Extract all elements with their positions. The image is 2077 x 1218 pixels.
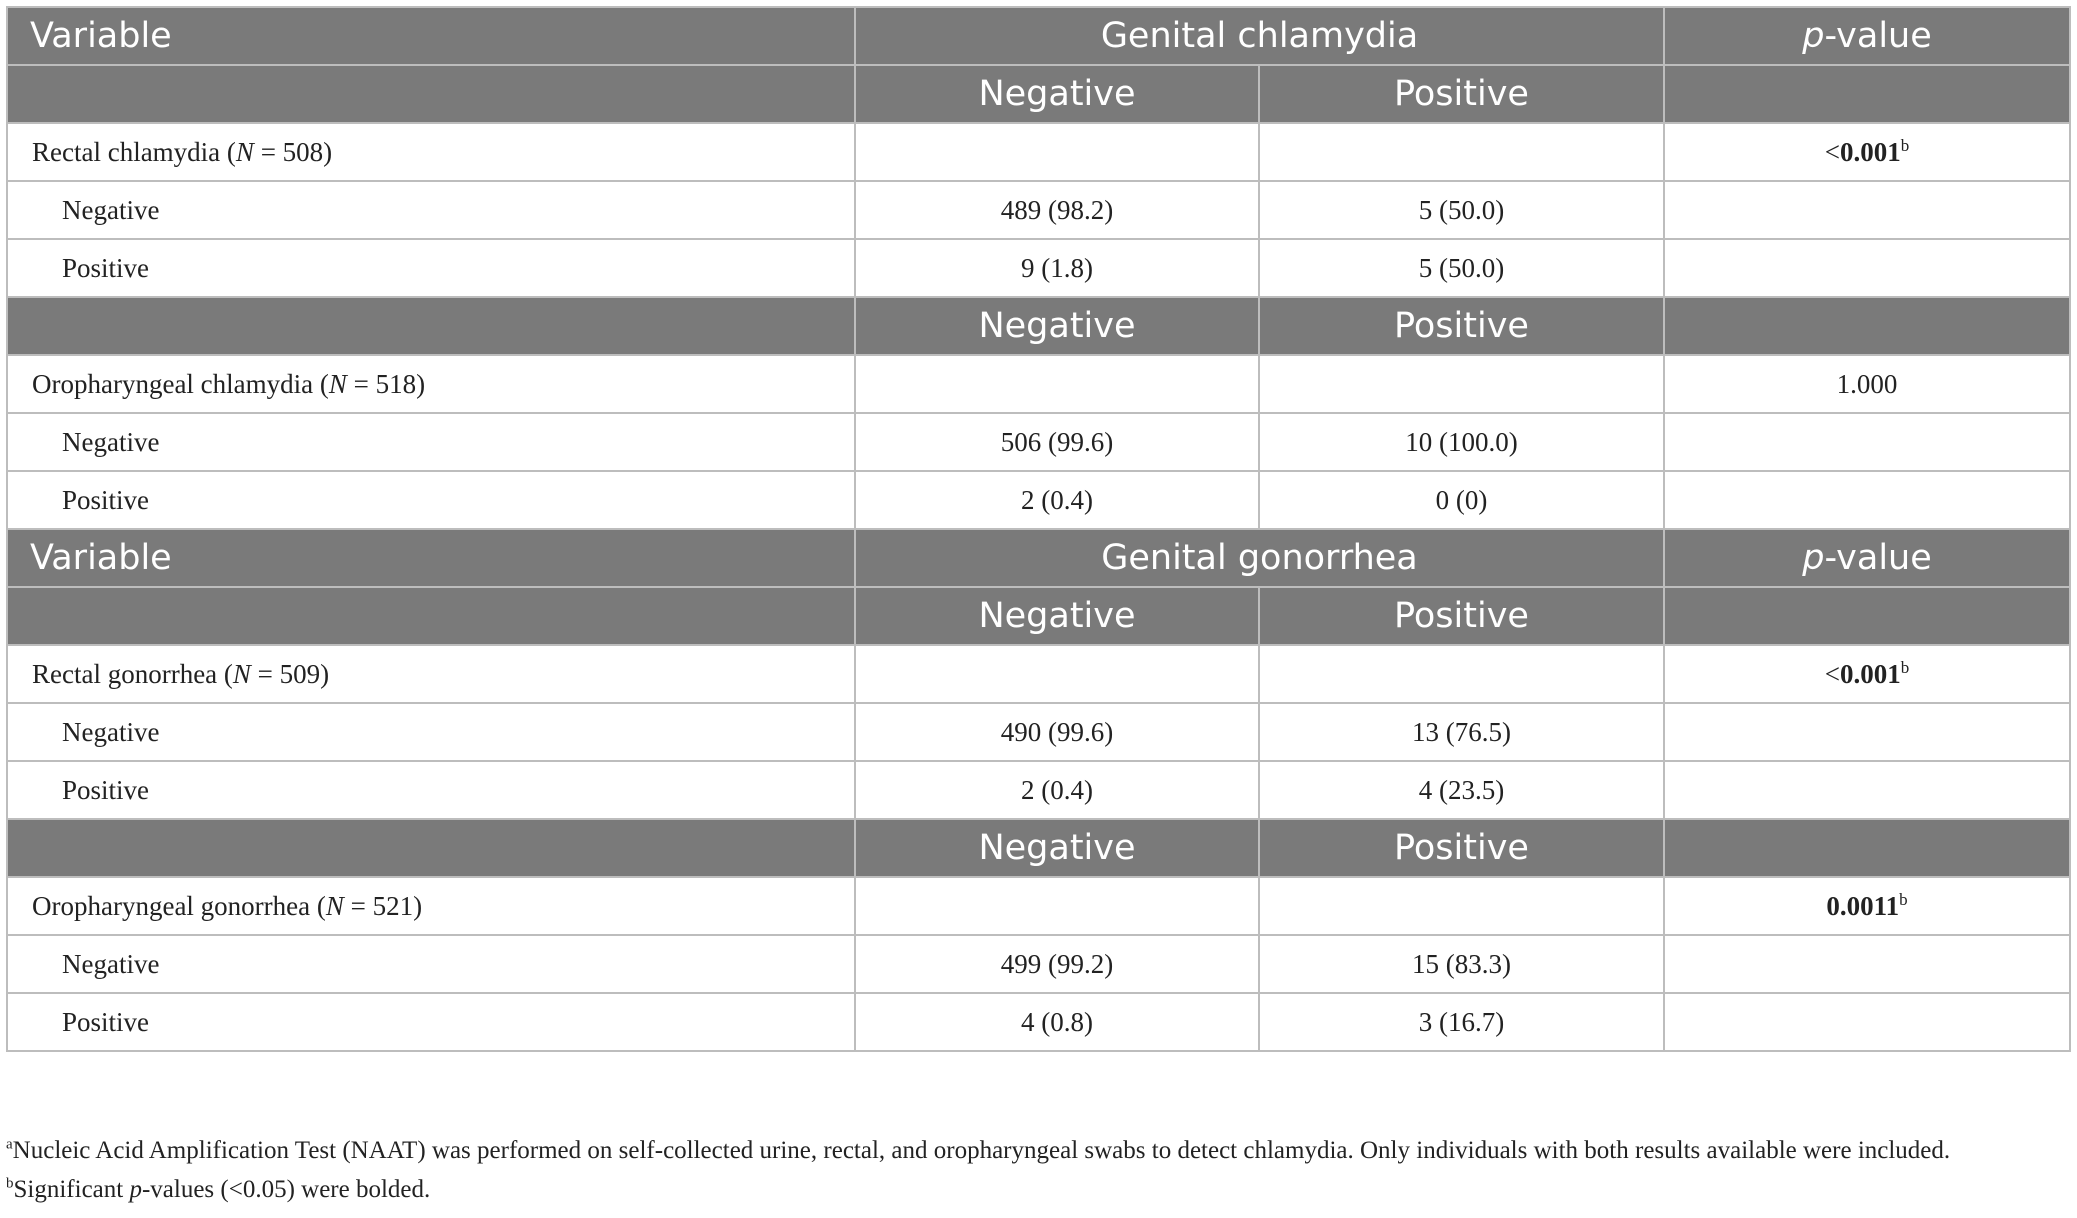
positive-value: 13 (76.5) <box>1259 703 1664 761</box>
empty-cell <box>1259 645 1664 703</box>
positive-header: Positive <box>1259 297 1664 355</box>
row-label: Negative <box>7 413 855 471</box>
negative-value: 2 (0.4) <box>855 471 1259 529</box>
row-label: Positive <box>7 471 855 529</box>
p-footnote-mark: b <box>1899 889 1908 909</box>
empty-cell <box>1259 355 1664 413</box>
row-label: Negative <box>7 703 855 761</box>
n-count: = 508) <box>253 136 333 167</box>
p-value-cell: 1.000 <box>1664 355 2070 413</box>
p-value-cell <box>1664 645 2070 703</box>
row-label-text: Oropharyngeal gonorrhea ( <box>32 890 326 921</box>
footnote-b-text: Significant <box>13 1176 130 1203</box>
row-label-text: Rectal gonorrhea ( <box>32 658 233 689</box>
row-label <box>7 645 855 703</box>
table-row <box>7 877 2070 935</box>
table-row <box>7 123 2070 181</box>
positive-value: 10 (100.0) <box>1259 413 1664 471</box>
p-value: 0.001 <box>1840 658 1901 689</box>
positive-header: Positive <box>1259 587 1664 645</box>
empty-cell <box>1664 471 2070 529</box>
positive-value: 5 (50.0) <box>1259 181 1664 239</box>
results-table <box>6 6 2071 1052</box>
variable-header: Variable <box>7 7 855 65</box>
empty-cell <box>1664 993 2070 1051</box>
n-symbol: N <box>325 890 344 921</box>
p-prefix: < <box>1824 658 1840 689</box>
footnote-a-mark: a <box>6 1136 13 1153</box>
negative-header: Negative <box>855 297 1259 355</box>
empty-cell <box>1664 239 2070 297</box>
p-value: 0.0011 <box>1826 890 1900 921</box>
p-prefix: < <box>1824 136 1840 167</box>
table-subheader-row <box>7 819 2070 877</box>
footnote-b-p: p <box>129 1176 142 1203</box>
p-footnote-mark: b <box>1900 657 1910 677</box>
row-label <box>7 123 855 181</box>
subheader-blank <box>1664 819 2070 877</box>
negative-value: 506 (99.6) <box>855 413 1259 471</box>
table-subheader-row <box>7 297 2070 355</box>
p-value-cell <box>1664 877 2070 935</box>
footnote-b-text-end: -values (<0.05) were bolded. <box>141 1176 431 1203</box>
positive-value: 4 (23.5) <box>1259 761 1664 819</box>
subheader-blank <box>7 587 855 645</box>
row-label: Negative <box>7 935 855 993</box>
empty-cell <box>1664 703 2070 761</box>
n-symbol: N <box>328 368 347 399</box>
table-subheader-row <box>7 587 2070 645</box>
n-count: = 518) <box>346 368 426 399</box>
negative-header: Negative <box>855 587 1259 645</box>
footnote-b <box>6 1175 2069 1205</box>
empty-cell <box>855 123 1259 181</box>
table-row <box>7 993 2070 1051</box>
empty-cell <box>1664 935 2070 993</box>
p-value-header <box>1664 529 2070 587</box>
empty-cell <box>855 877 1259 935</box>
footnote-a-text: Nucleic Acid Amplification Test (NAAT) was performed on self-collected urine, rectal, and oropharyngeal swabs to detect chlamydia. Only individuals with both results available were included. <box>12 1137 1951 1164</box>
negative-value: 490 (99.6) <box>855 703 1259 761</box>
n-count: = 509) <box>250 658 330 689</box>
negative-value: 2 (0.4) <box>855 761 1259 819</box>
empty-cell <box>1664 181 2070 239</box>
negative-value: 9 (1.8) <box>855 239 1259 297</box>
empty-cell <box>1664 413 2070 471</box>
subheader-blank <box>7 819 855 877</box>
empty-cell <box>1259 123 1664 181</box>
group-header: Genital chlamydia <box>855 7 1664 65</box>
footnotes <box>6 1136 2069 1214</box>
subheader-blank <box>1664 587 2070 645</box>
table-row <box>7 645 2070 703</box>
positive-header: Positive <box>1259 819 1664 877</box>
subheader-blank <box>7 65 855 123</box>
p-suffix: -value <box>1824 538 1932 578</box>
empty-cell <box>1259 877 1664 935</box>
row-label: Positive <box>7 761 855 819</box>
row-label <box>7 877 855 935</box>
subheader-blank <box>7 297 855 355</box>
table-row <box>7 761 2070 819</box>
row-label: Positive <box>7 993 855 1051</box>
negative-value: 499 (99.2) <box>855 935 1259 993</box>
p-value: 0.001 <box>1840 136 1901 167</box>
n-symbol: N <box>235 136 254 167</box>
subheader-blank <box>1664 65 2070 123</box>
p-value-header <box>1664 7 2070 65</box>
positive-header: Positive <box>1259 65 1664 123</box>
p-value-cell <box>1664 123 2070 181</box>
subheader-blank <box>1664 297 2070 355</box>
positive-value: 5 (50.0) <box>1259 239 1664 297</box>
variable-header: Variable <box>7 529 855 587</box>
positive-value: 0 (0) <box>1259 471 1664 529</box>
footnote-b-mark: b <box>6 1175 14 1192</box>
negative-header: Negative <box>855 65 1259 123</box>
n-count: = 521) <box>343 890 423 921</box>
table-row <box>7 935 2070 993</box>
p-letter: p <box>1802 16 1825 56</box>
table-row <box>7 181 2070 239</box>
n-symbol: N <box>232 658 251 689</box>
footnote-a <box>6 1136 2069 1166</box>
row-label-text: Rectal chlamydia ( <box>32 136 236 167</box>
table-row <box>7 239 2070 297</box>
negative-value: 4 (0.8) <box>855 993 1259 1051</box>
group-header: Genital gonorrhea <box>855 529 1664 587</box>
table-subheader-row <box>7 65 2070 123</box>
empty-cell <box>1664 761 2070 819</box>
row-label: Negative <box>7 181 855 239</box>
row-label: Positive <box>7 239 855 297</box>
negative-value: 489 (98.2) <box>855 181 1259 239</box>
table-row <box>7 471 2070 529</box>
positive-value: 3 (16.7) <box>1259 993 1664 1051</box>
table-header-row <box>7 529 2070 587</box>
p-letter: p <box>1802 538 1825 578</box>
p-suffix: -value <box>1824 16 1932 56</box>
row-label-text: Oropharyngeal chlamydia ( <box>32 368 329 399</box>
p-footnote-mark: b <box>1900 135 1910 155</box>
table-row <box>7 703 2070 761</box>
table-row <box>7 413 2070 471</box>
negative-header: Negative <box>855 819 1259 877</box>
table-header-row <box>7 7 2070 65</box>
table-row <box>7 355 2070 413</box>
results-table-container <box>6 6 2069 1052</box>
row-label <box>7 355 855 413</box>
positive-value: 15 (83.3) <box>1259 935 1664 993</box>
empty-cell <box>855 645 1259 703</box>
empty-cell <box>855 355 1259 413</box>
